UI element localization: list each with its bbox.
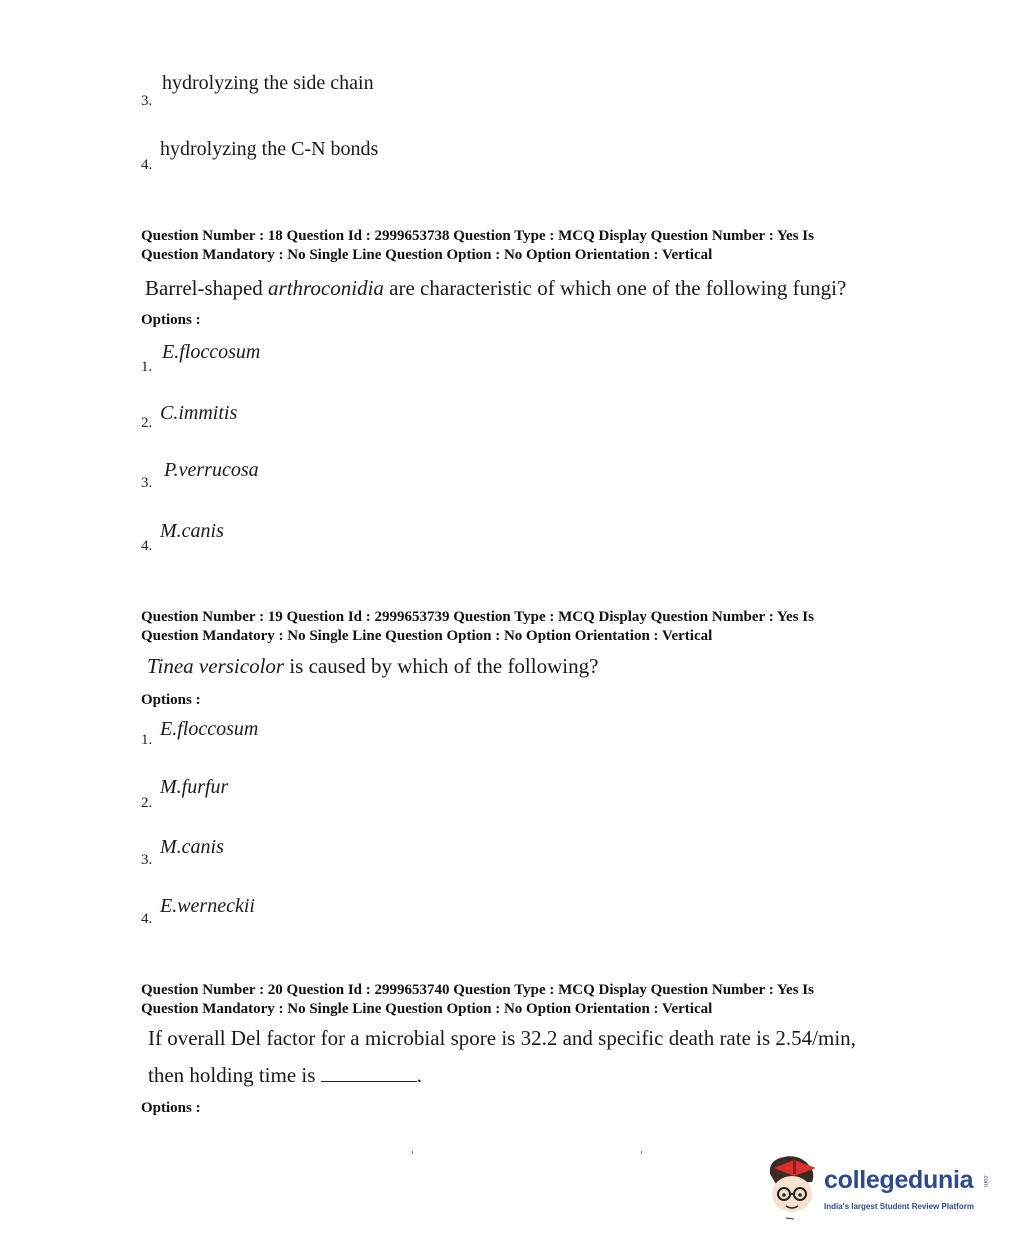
option-number: 4. bbox=[141, 538, 153, 554]
collegedunia-logo bbox=[764, 1152, 994, 1222]
mascot-icon bbox=[764, 1152, 822, 1222]
question-text-italic: arthroconidia bbox=[268, 276, 384, 300]
answer-blank bbox=[321, 1063, 417, 1082]
option-number: 4. bbox=[141, 157, 153, 173]
option-text: hydrolyzing the side chain bbox=[162, 72, 374, 94]
question-text-part: then holding time is bbox=[148, 1063, 321, 1087]
question-meta-line: Question Mandatory : No Single Line Question Option : No Option Orientation : Vertical bbox=[141, 628, 713, 644]
question-text bbox=[147, 654, 598, 679]
question-text-part: is caused by which of the following? bbox=[284, 654, 599, 678]
option-text: P.verrucosa bbox=[164, 459, 259, 481]
option-text: M.canis bbox=[160, 836, 224, 858]
option-number: 1. bbox=[141, 732, 153, 748]
option-text: C.immitis bbox=[160, 402, 238, 424]
scan-mark bbox=[412, 1151, 413, 1154]
option-text: hydrolyzing the C-N bonds bbox=[160, 138, 379, 160]
option-number: 3. bbox=[141, 475, 153, 491]
question-text bbox=[145, 276, 846, 301]
question-meta-line: Question Mandatory : No Single Line Question Option : No Option Orientation : Vertical bbox=[141, 1001, 713, 1017]
brand-name: collegedunia bbox=[824, 1166, 974, 1194]
question-meta-line: Question Number : 18 Question Id : 2999653738 Question Type : MCQ Display Question Number : Yes Is bbox=[141, 228, 814, 244]
question-text-part: Barrel-shaped bbox=[145, 276, 269, 300]
option-text: E.werneckii bbox=[160, 895, 255, 917]
question-text-part: are characteristic of which one of the following fungi? bbox=[383, 276, 847, 300]
question-text-italic: Tinea versicolor bbox=[147, 654, 285, 678]
question-text-part: . bbox=[416, 1063, 422, 1087]
brand-domain: .com bbox=[982, 1174, 988, 1188]
question-text-line bbox=[148, 1063, 422, 1088]
option-number: 3. bbox=[141, 852, 153, 868]
options-label: Options : bbox=[141, 1100, 201, 1116]
option-text: M.furfur bbox=[160, 776, 229, 798]
option-text: M.canis bbox=[160, 520, 224, 542]
question-meta bbox=[141, 227, 901, 265]
option-number: 2. bbox=[141, 415, 153, 431]
options-label: Options : bbox=[141, 692, 201, 708]
question-meta-line: Question Number : 20 Question Id : 2999653740 Question Type : MCQ Display Question Number : Yes Is bbox=[141, 982, 814, 998]
scan-mark bbox=[641, 1151, 642, 1154]
question-meta-line: Question Mandatory : No Single Line Question Option : No Option Orientation : Vertical bbox=[141, 247, 713, 263]
option-number: 2. bbox=[141, 795, 153, 811]
option-number: 3. bbox=[141, 93, 153, 109]
options-label: Options : bbox=[141, 312, 201, 328]
question-text-line: If overall Del factor for a microbial spore is 32.2 and specific death rate is 2.54/min, bbox=[148, 1026, 856, 1050]
brand-tagline: India's largest Student Review Platform bbox=[824, 1202, 974, 1211]
option-text: E.floccosum bbox=[162, 341, 261, 363]
option-number: 4. bbox=[141, 911, 153, 927]
question-meta-line: Question Number : 19 Question Id : 2999653739 Question Type : MCQ Display Question Number : Yes Is bbox=[141, 609, 814, 625]
question-meta bbox=[141, 981, 901, 1019]
option-number: 1. bbox=[141, 359, 153, 375]
option-text: E.floccosum bbox=[160, 718, 259, 740]
question-meta bbox=[141, 608, 901, 646]
